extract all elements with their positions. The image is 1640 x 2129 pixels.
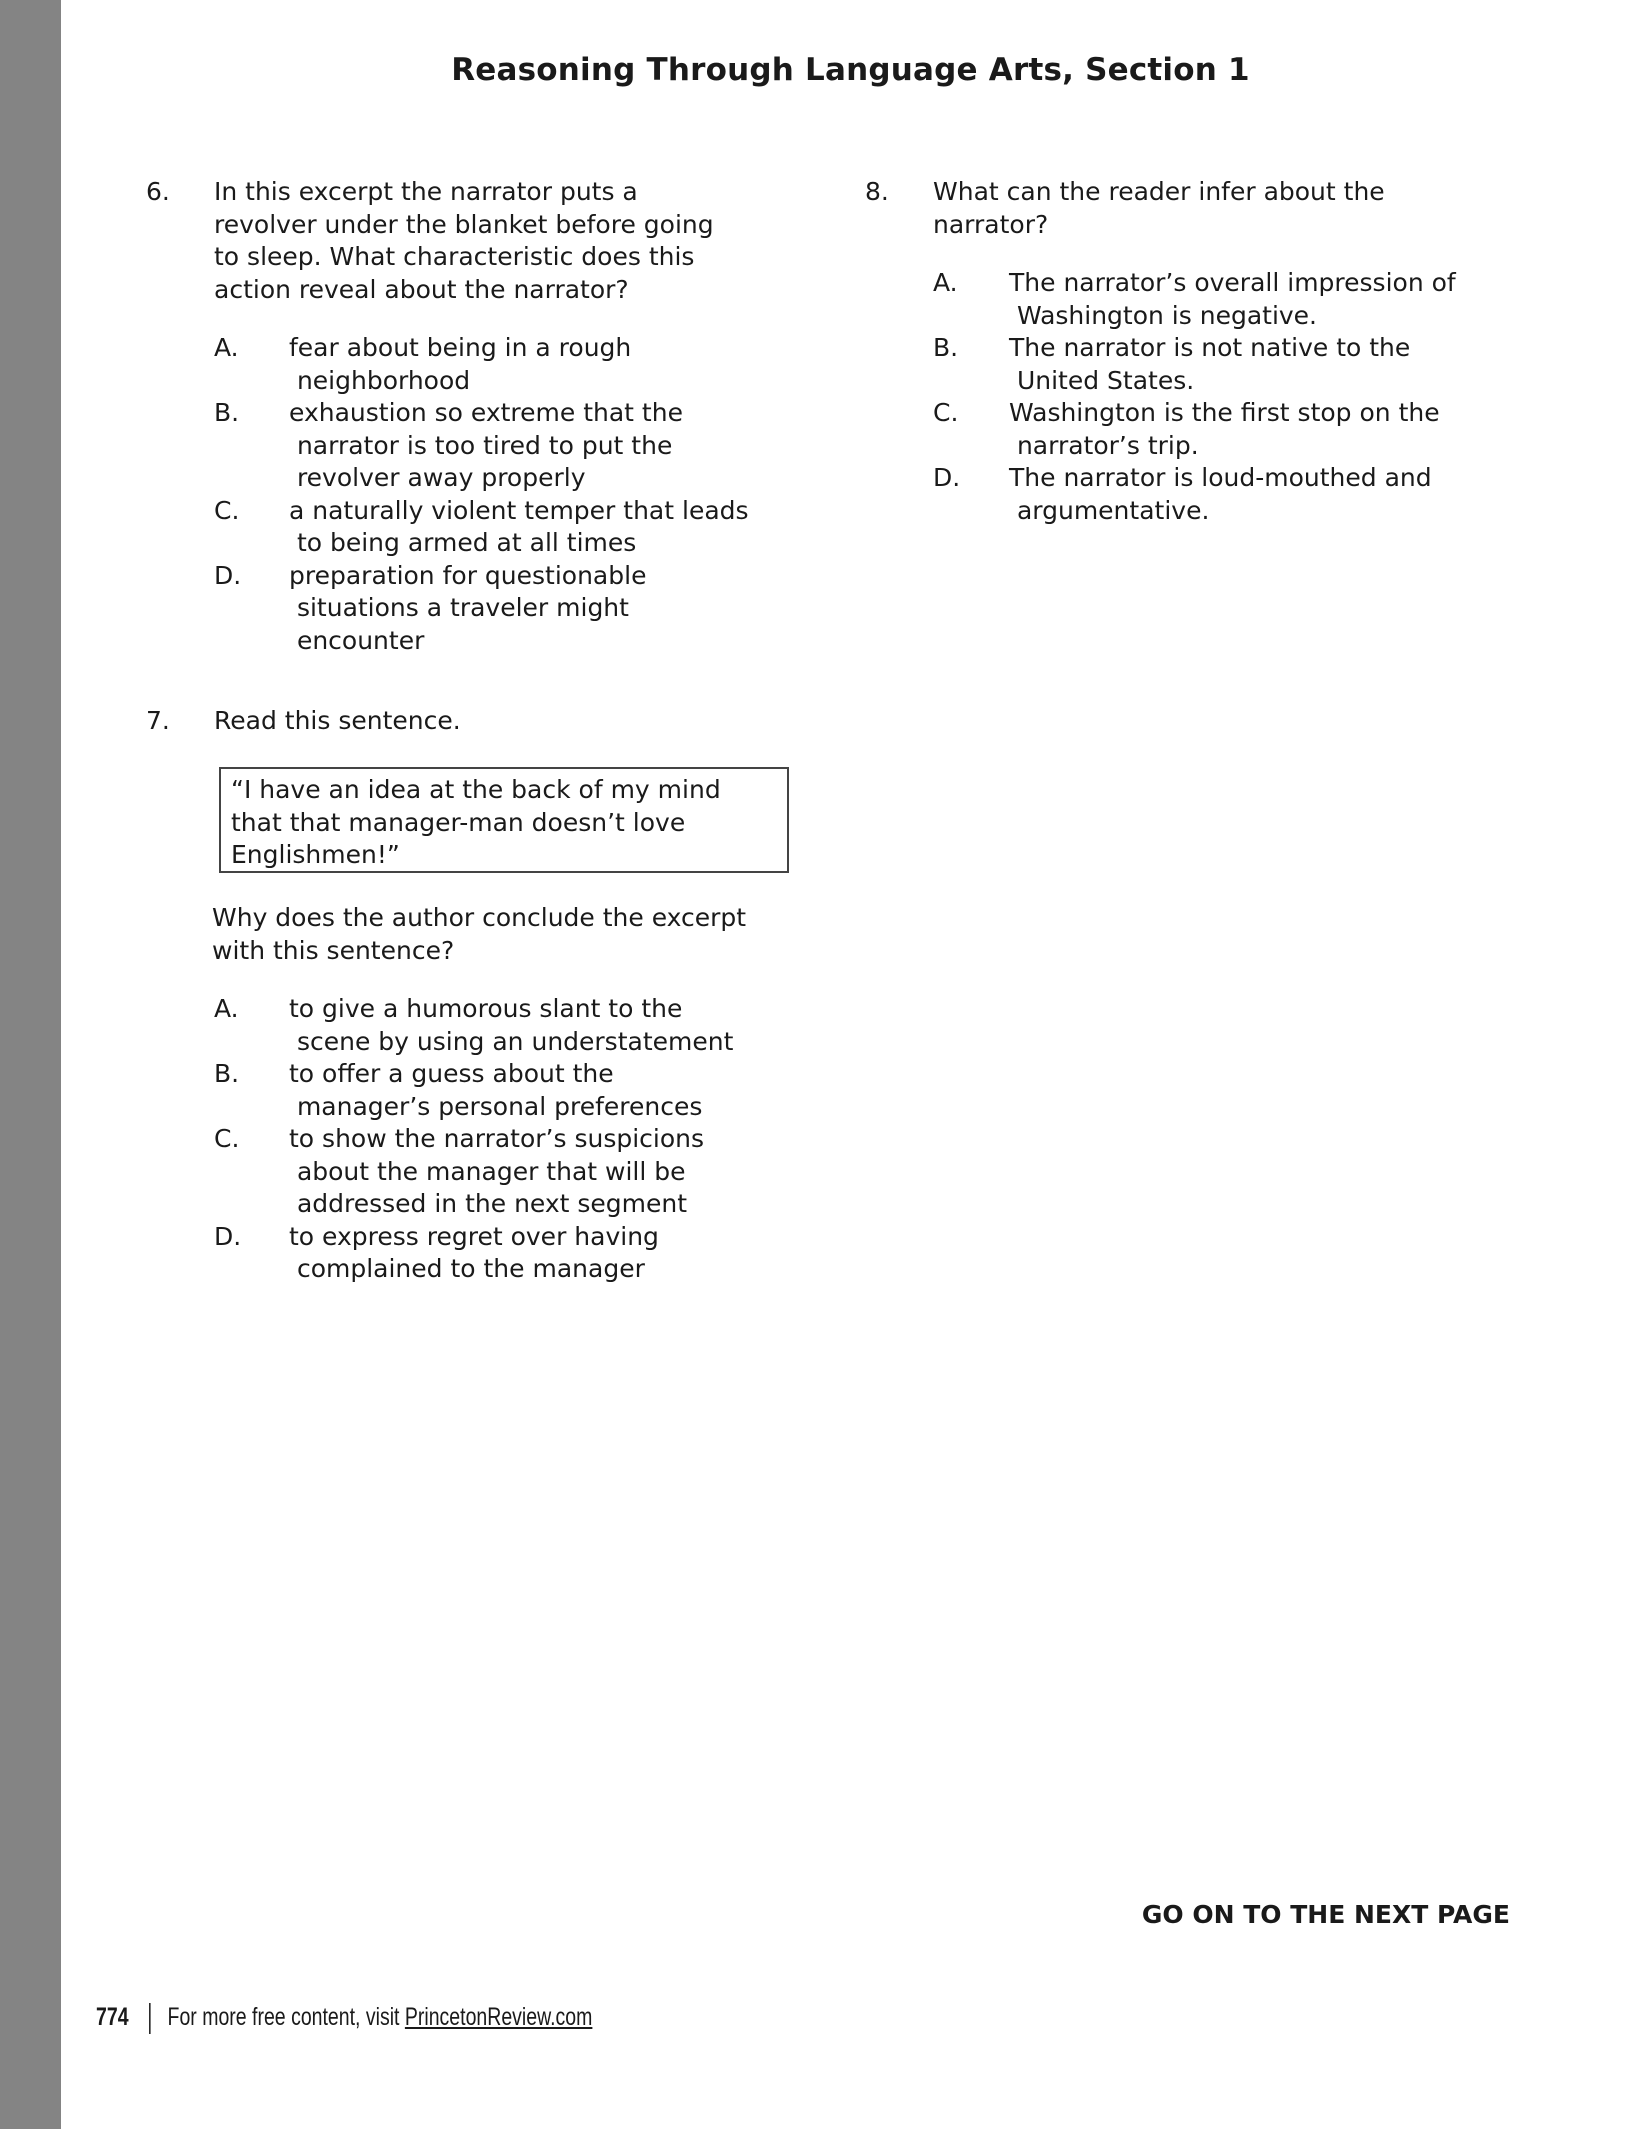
quote-box bbox=[219, 767, 789, 873]
question-stem: In this excerpt the narrator puts a revolver under the blanket before going to sleep. What characteristic does this action reveal about the narrator? bbox=[214, 177, 714, 304]
option-text[interactable]: to give a humorous slant to the scene by using an understatement bbox=[289, 994, 734, 1056]
option-text[interactable]: preparation for questionable situations a traveler might encounter bbox=[289, 560, 647, 655]
option-text[interactable]: to show the narrator’s suspicions about the manager that will be addressed in the next segment bbox=[289, 1124, 705, 1218]
option-text[interactable]: exhaustion so extreme that the narrator is too tired to put the revolver away properly bbox=[289, 398, 683, 492]
option-letter[interactable]: C. bbox=[214, 1124, 240, 1153]
princeton-review-link[interactable]: PrincetonReview.com bbox=[404, 2003, 593, 2032]
option-text[interactable]: fear about being in a rough neighborhood bbox=[289, 333, 632, 395]
question-number: 7. bbox=[146, 706, 170, 735]
question-number: 6. bbox=[146, 177, 170, 206]
question-stem: What can the reader infer about the narrator? bbox=[933, 177, 1385, 239]
option-text[interactable]: The narrator is not native to the United States. bbox=[1009, 333, 1411, 395]
page-edge-bar bbox=[0, 0, 61, 2129]
footer-text: For more free content, visit bbox=[167, 2003, 405, 2032]
option-letter[interactable]: D. bbox=[214, 1221, 242, 1251]
option-text[interactable]: The narrator’s overall impression of Washington is negative. bbox=[1009, 268, 1456, 330]
option-text[interactable]: The narrator is loud-mouthed and argumentative. bbox=[1009, 463, 1432, 525]
option-letter[interactable]: B. bbox=[933, 333, 959, 362]
page-number: 774 bbox=[96, 2003, 129, 2032]
go-on-notice: GO ON TO THE NEXT PAGE bbox=[1141, 1900, 1510, 1929]
option-text[interactable]: a naturally violent temper that leads to being armed at all times bbox=[289, 495, 749, 557]
option-letter[interactable]: C. bbox=[214, 495, 240, 525]
option-letter[interactable]: D. bbox=[214, 560, 242, 590]
page-footer bbox=[96, 2003, 592, 2034]
option-letter[interactable]: A. bbox=[214, 333, 239, 362]
question-prompt: Why does the author conclude the excerpt with this sentence? bbox=[212, 903, 747, 965]
option-letter[interactable]: A. bbox=[214, 994, 239, 1023]
option-letter[interactable]: D. bbox=[933, 463, 961, 492]
question-stem: Read this sentence. bbox=[214, 706, 461, 735]
option-letter[interactable]: B. bbox=[214, 398, 240, 427]
quoted-sentence: “I have an idea at the back of my mind that that manager-man doesn’t love Englishmen!” bbox=[231, 775, 721, 869]
option-letter[interactable]: A. bbox=[933, 268, 958, 297]
footer-divider bbox=[149, 2003, 151, 2034]
question-number: 8. bbox=[865, 177, 889, 206]
option-letter[interactable]: B. bbox=[214, 1059, 240, 1088]
option-text[interactable]: to offer a guess about the manager’s personal preferences bbox=[289, 1059, 703, 1121]
option-text[interactable]: Washington is the first stop on the narrator’s trip. bbox=[1009, 398, 1440, 460]
option-letter[interactable]: C. bbox=[933, 398, 959, 427]
page-title: Reasoning Through Language Arts, Section 1 bbox=[451, 52, 1250, 88]
option-text[interactable]: to express regret over having complained to the manager bbox=[289, 1221, 659, 1283]
